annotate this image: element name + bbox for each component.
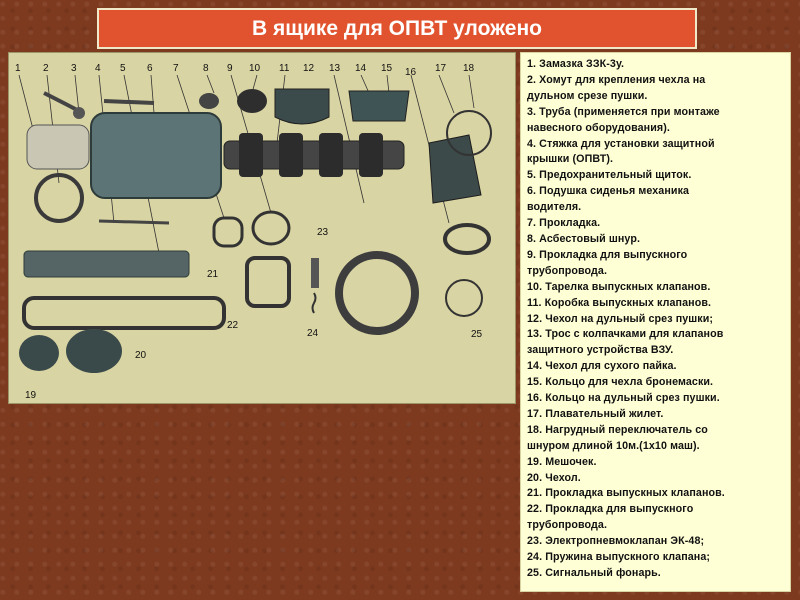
label-10: 10 xyxy=(249,63,261,74)
slide-title: В ящике для ОПВТ уложено xyxy=(97,8,697,49)
label-21: 21 xyxy=(207,269,219,280)
label-17: 17 xyxy=(435,63,447,74)
label-9: 9 xyxy=(227,63,233,74)
label-18: 18 xyxy=(463,63,475,74)
legend-line: 11. Коробка выпускных клапанов. xyxy=(527,296,712,309)
label-8: 8 xyxy=(203,63,209,74)
label-2: 2 xyxy=(43,63,49,74)
legend-line: 10. Тарелка выпускных клапанов. xyxy=(527,280,711,293)
legend-line: 17. Плавательный жилет. xyxy=(527,407,664,420)
legend-line: трубопровода. xyxy=(527,519,608,532)
gasket xyxy=(214,218,242,246)
label-24: 24 xyxy=(307,328,319,339)
legend-line: 24. Пружина выпускного клапана; xyxy=(527,551,711,564)
label-6: 6 xyxy=(147,63,153,74)
legend-line: 3. Труба (применяется при монтаже xyxy=(527,105,720,118)
legend-line: шнуром длиной 10м.(1х10 маш). xyxy=(527,439,700,452)
label-20: 20 xyxy=(135,350,147,361)
legend-line: трубопровода. xyxy=(527,264,608,277)
label-12: 12 xyxy=(303,63,315,74)
muzzle-cover xyxy=(275,89,329,124)
label-25: 25 xyxy=(471,329,483,340)
valve-plate xyxy=(237,89,267,113)
legend-line: 1. Замазка ЗЗК-3у. xyxy=(527,58,625,70)
mask-ring xyxy=(339,255,415,331)
tube xyxy=(44,93,79,111)
label-5: 5 xyxy=(120,63,126,74)
legend-line: дульном срезе пушки. xyxy=(527,89,648,102)
label-4: 4 xyxy=(95,63,101,74)
legend-line: 23. Электропневмоклапан ЭК-48; xyxy=(527,535,705,548)
legend-line: 7. Прокладка. xyxy=(527,217,601,230)
legend-list xyxy=(527,57,784,582)
ration-cover xyxy=(349,91,409,121)
legend-line: 25. Сигнальный фонарь. xyxy=(527,567,661,579)
legend-line: 15. Кольцо для чехла бронемаски. xyxy=(527,376,714,389)
legend-line: 5. Предохранительный щиток. xyxy=(527,169,692,182)
legend-line: 9. Прокладка для выпускного xyxy=(527,248,688,261)
label-14: 14 xyxy=(355,63,367,74)
legend-line: 2. Хомут для крепления чехла на xyxy=(527,73,706,86)
legend-line: 19. Мешочек. xyxy=(527,455,597,468)
label-16: 16 xyxy=(405,67,417,78)
seat-cushion xyxy=(91,113,221,198)
asbestos-cord xyxy=(199,93,219,109)
label-22: 22 xyxy=(227,320,239,331)
solenoid-valve xyxy=(311,258,319,288)
label-7: 7 xyxy=(173,63,179,74)
pipe-gasket xyxy=(253,212,289,244)
legend-line: крышки (ОПВТ). xyxy=(527,153,614,166)
protective-shield xyxy=(24,251,189,277)
legend-line: 4. Стяжка для установки защитной xyxy=(527,137,715,150)
legend-line: защитного устройства ВЗУ. xyxy=(527,344,674,357)
legend-line: 6. Подушка сиденья механика xyxy=(527,185,690,198)
label-19: 19 xyxy=(25,390,37,401)
label-15: 15 xyxy=(381,63,393,74)
legend-line: водителя. xyxy=(527,201,582,214)
legend-line: 22. Прокладка для выпускного xyxy=(527,503,694,516)
legend-line: 18. Нагрудный переключатель со xyxy=(527,423,708,436)
label-3: 3 xyxy=(71,63,77,74)
putty-block xyxy=(27,125,89,169)
pouch xyxy=(19,335,59,371)
muzzle-ring xyxy=(445,225,489,253)
legend-line: 13. Трос с колпачками для клапанов xyxy=(527,328,724,341)
label-23: 23 xyxy=(317,227,329,238)
legend-line: 16. Кольцо на дульный срез пушки. xyxy=(527,392,720,405)
legend-line: 12. Чехол на дульный срез пушки; xyxy=(527,312,714,325)
legend-line: навесного оборудования). xyxy=(527,121,670,134)
square-gasket xyxy=(247,258,289,306)
valve-gasket xyxy=(24,298,224,328)
tie-rod xyxy=(99,221,169,223)
signal-lamp xyxy=(446,280,482,316)
label-13: 13 xyxy=(329,63,341,74)
cover xyxy=(66,329,122,373)
legend-line: 8. Асбестовый шнур. xyxy=(527,232,641,245)
legend-panel xyxy=(520,52,791,592)
label-11: 11 xyxy=(279,63,290,74)
legend-line: 14. Чехол для сухого пайка. xyxy=(527,360,677,373)
legend-line: 20. Чехол. xyxy=(527,471,581,484)
equipment-illustration xyxy=(9,53,515,403)
spring xyxy=(313,293,316,313)
label-1: 1 xyxy=(15,63,21,74)
equipment-photo xyxy=(8,52,516,404)
legend-line: 21. Прокладка выпускных клапанов. xyxy=(527,487,725,500)
life-vest xyxy=(429,135,481,203)
